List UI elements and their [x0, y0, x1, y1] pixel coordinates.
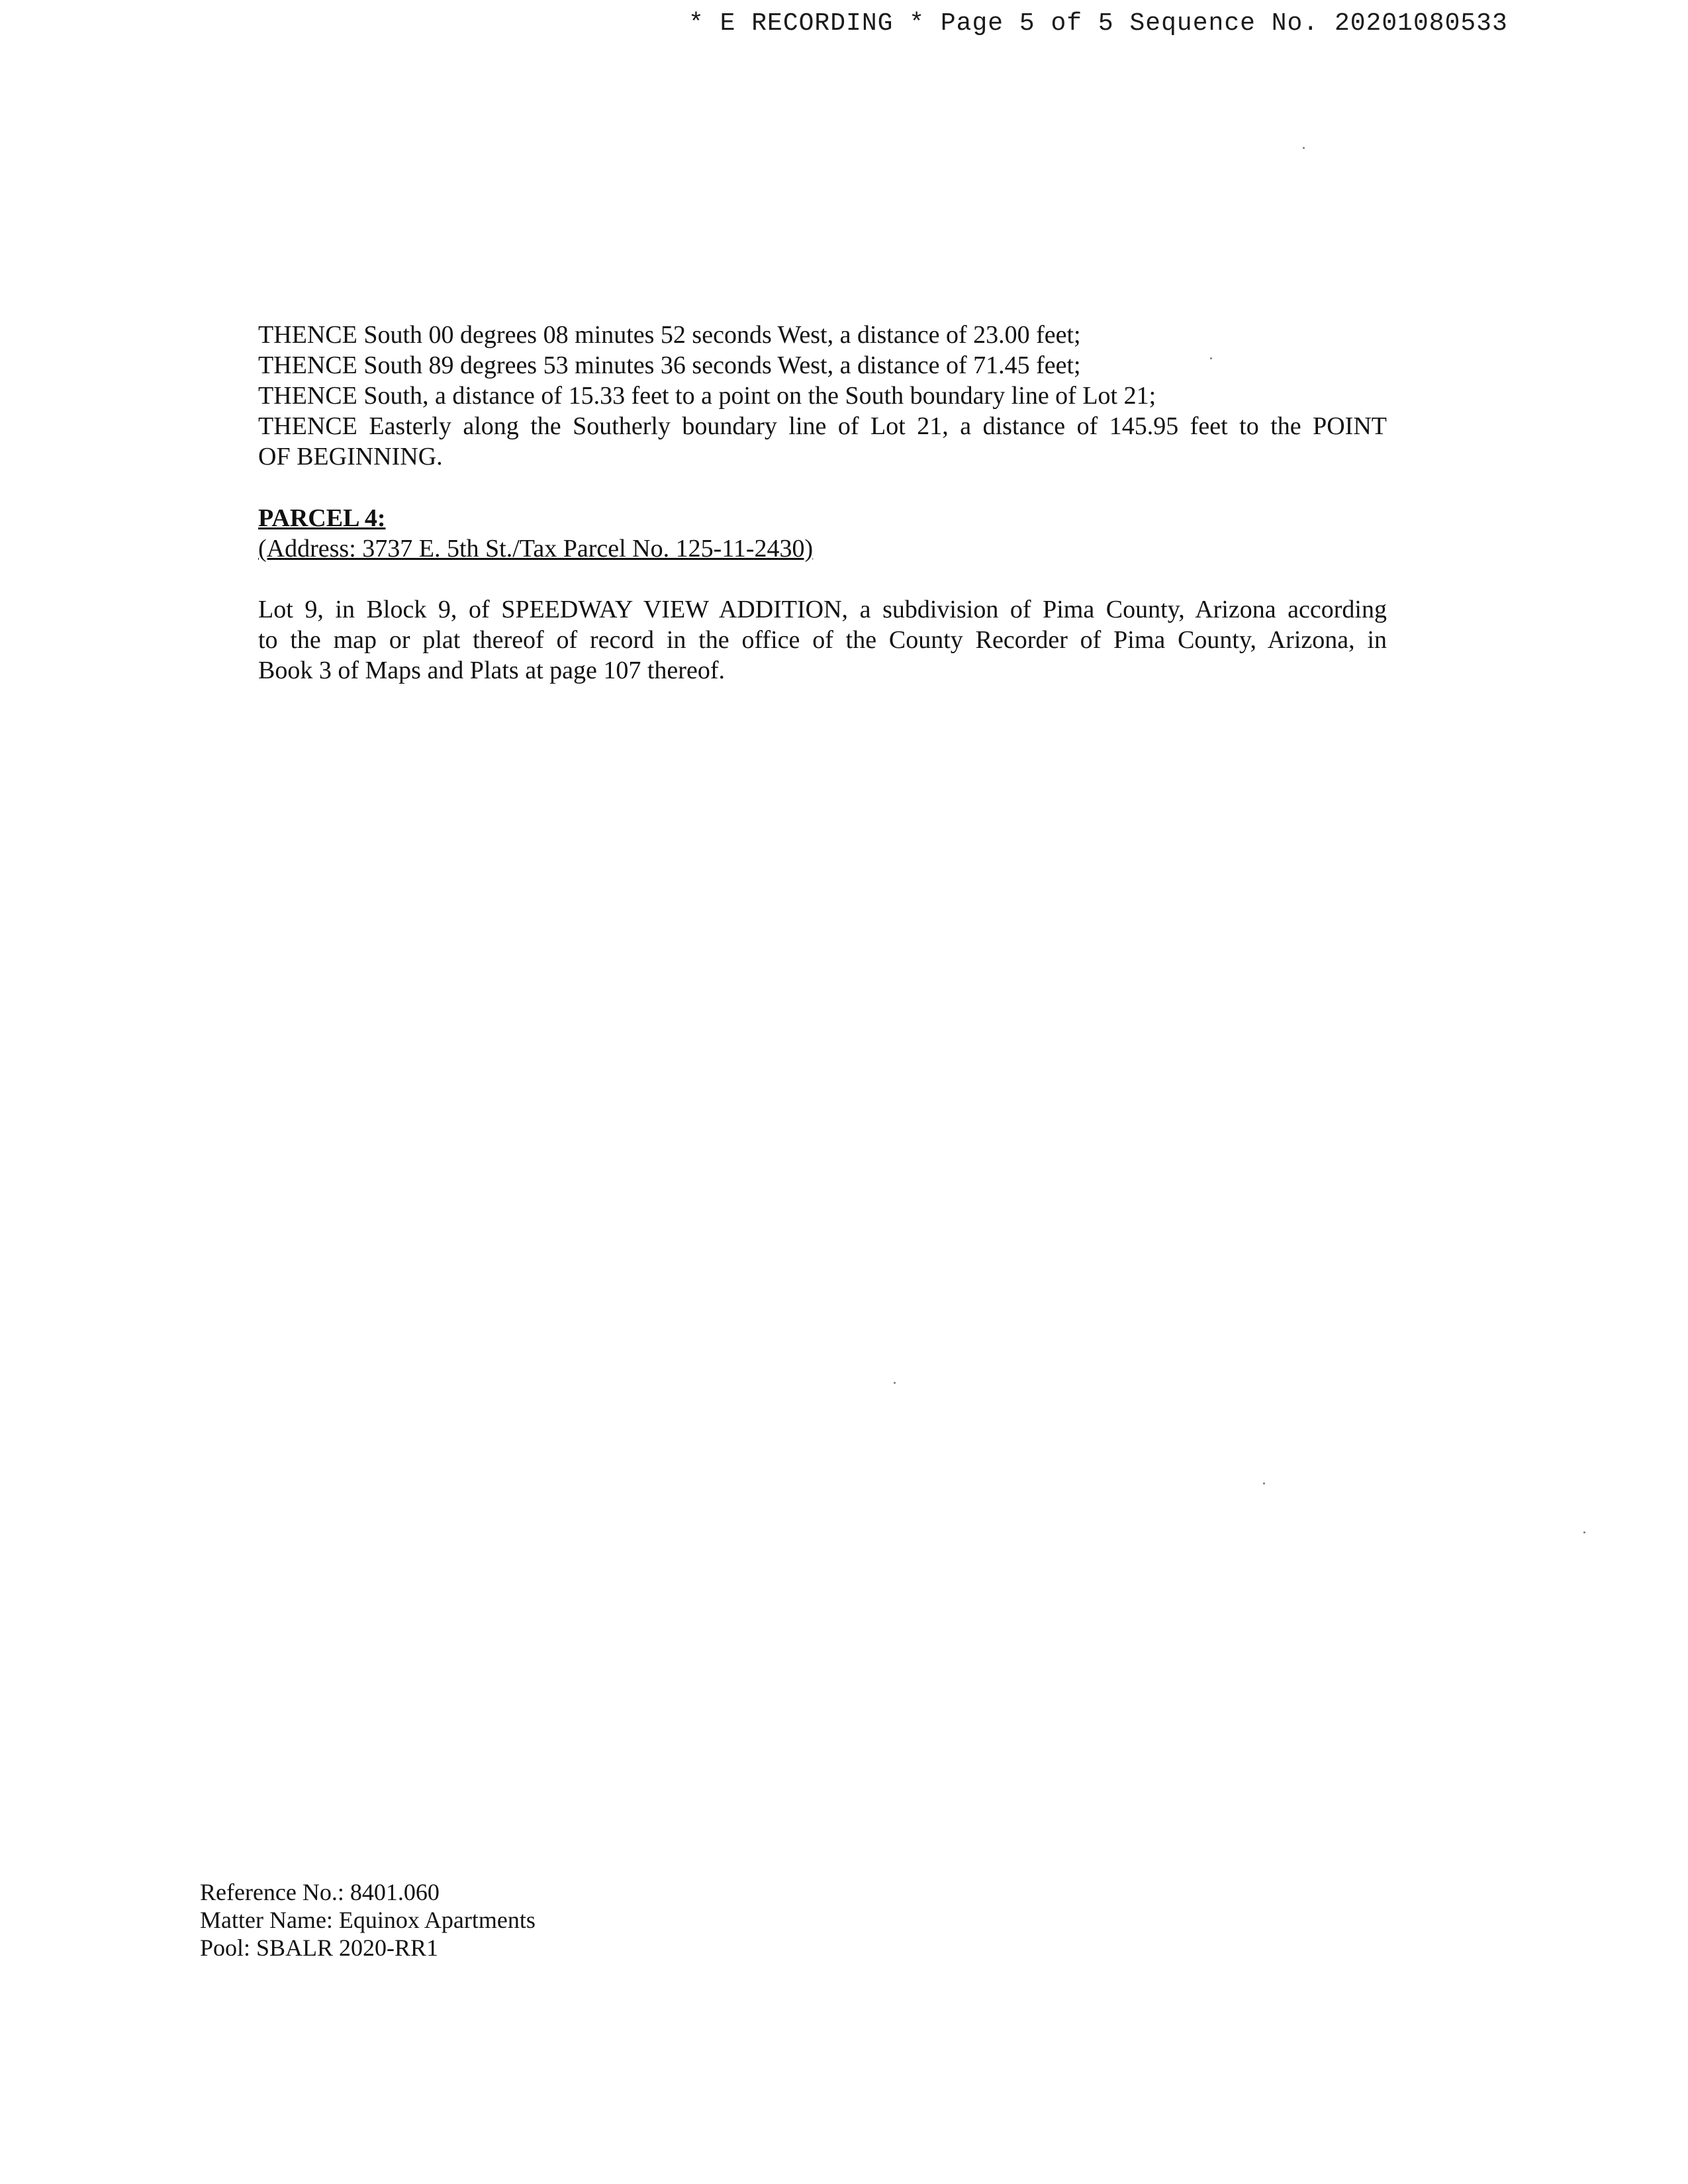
recording-header: * E RECORDING * Page 5 of 5 Sequence No. 20201080533 [688, 9, 1508, 38]
thence-line: OF BEGINNING. [258, 443, 443, 471]
thence-line: THENCE Easterly along the Southerly boundary line of Lot 21, a distance of 145.95 feet to the POINT [258, 412, 1387, 440]
matter-name: Matter Name: Equinox Apartments [200, 1907, 536, 1933]
scan-speck [1210, 357, 1212, 359]
scan-speck [1303, 147, 1305, 149]
scan-speck [1583, 1531, 1585, 1533]
scan-speck [894, 1382, 896, 1384]
lot-line: Lot 9, in Block 9, of SPEEDWAY VIEW ADDITION, a subdivision of Pima County, Arizona according [258, 596, 1387, 623]
lot-line: Book 3 of Maps and Plats at page 107 thereof. [258, 657, 725, 684]
parcel-section [258, 503, 1387, 564]
parcel-heading: PARCEL 4: [258, 504, 386, 532]
thence-line: THENCE South 89 degrees 53 minutes 36 seconds West, a distance of 71.45 feet; [258, 351, 1081, 379]
lot-description [258, 594, 1387, 686]
reference-number: Reference No.: 8401.060 [200, 1879, 440, 1905]
reference-footer [200, 1878, 536, 1962]
pool-name: Pool: SBALR 2020-RR1 [200, 1934, 439, 1961]
thence-line: THENCE South, a distance of 15.33 feet to a point on the South boundary line of Lot 21; [258, 382, 1156, 410]
thence-line: THENCE South 00 degrees 08 minutes 52 seconds West, a distance of 23.00 feet; [258, 321, 1081, 349]
scan-speck [1263, 1482, 1265, 1484]
thence-description [258, 320, 1387, 472]
parcel-address: (Address: 3737 E. 5th St./Tax Parcel No. 125-11-2430) [258, 535, 814, 563]
lot-line: to the map or plat thereof of record in the office of the County Recorder of Pima County, Arizona, in [258, 626, 1387, 654]
